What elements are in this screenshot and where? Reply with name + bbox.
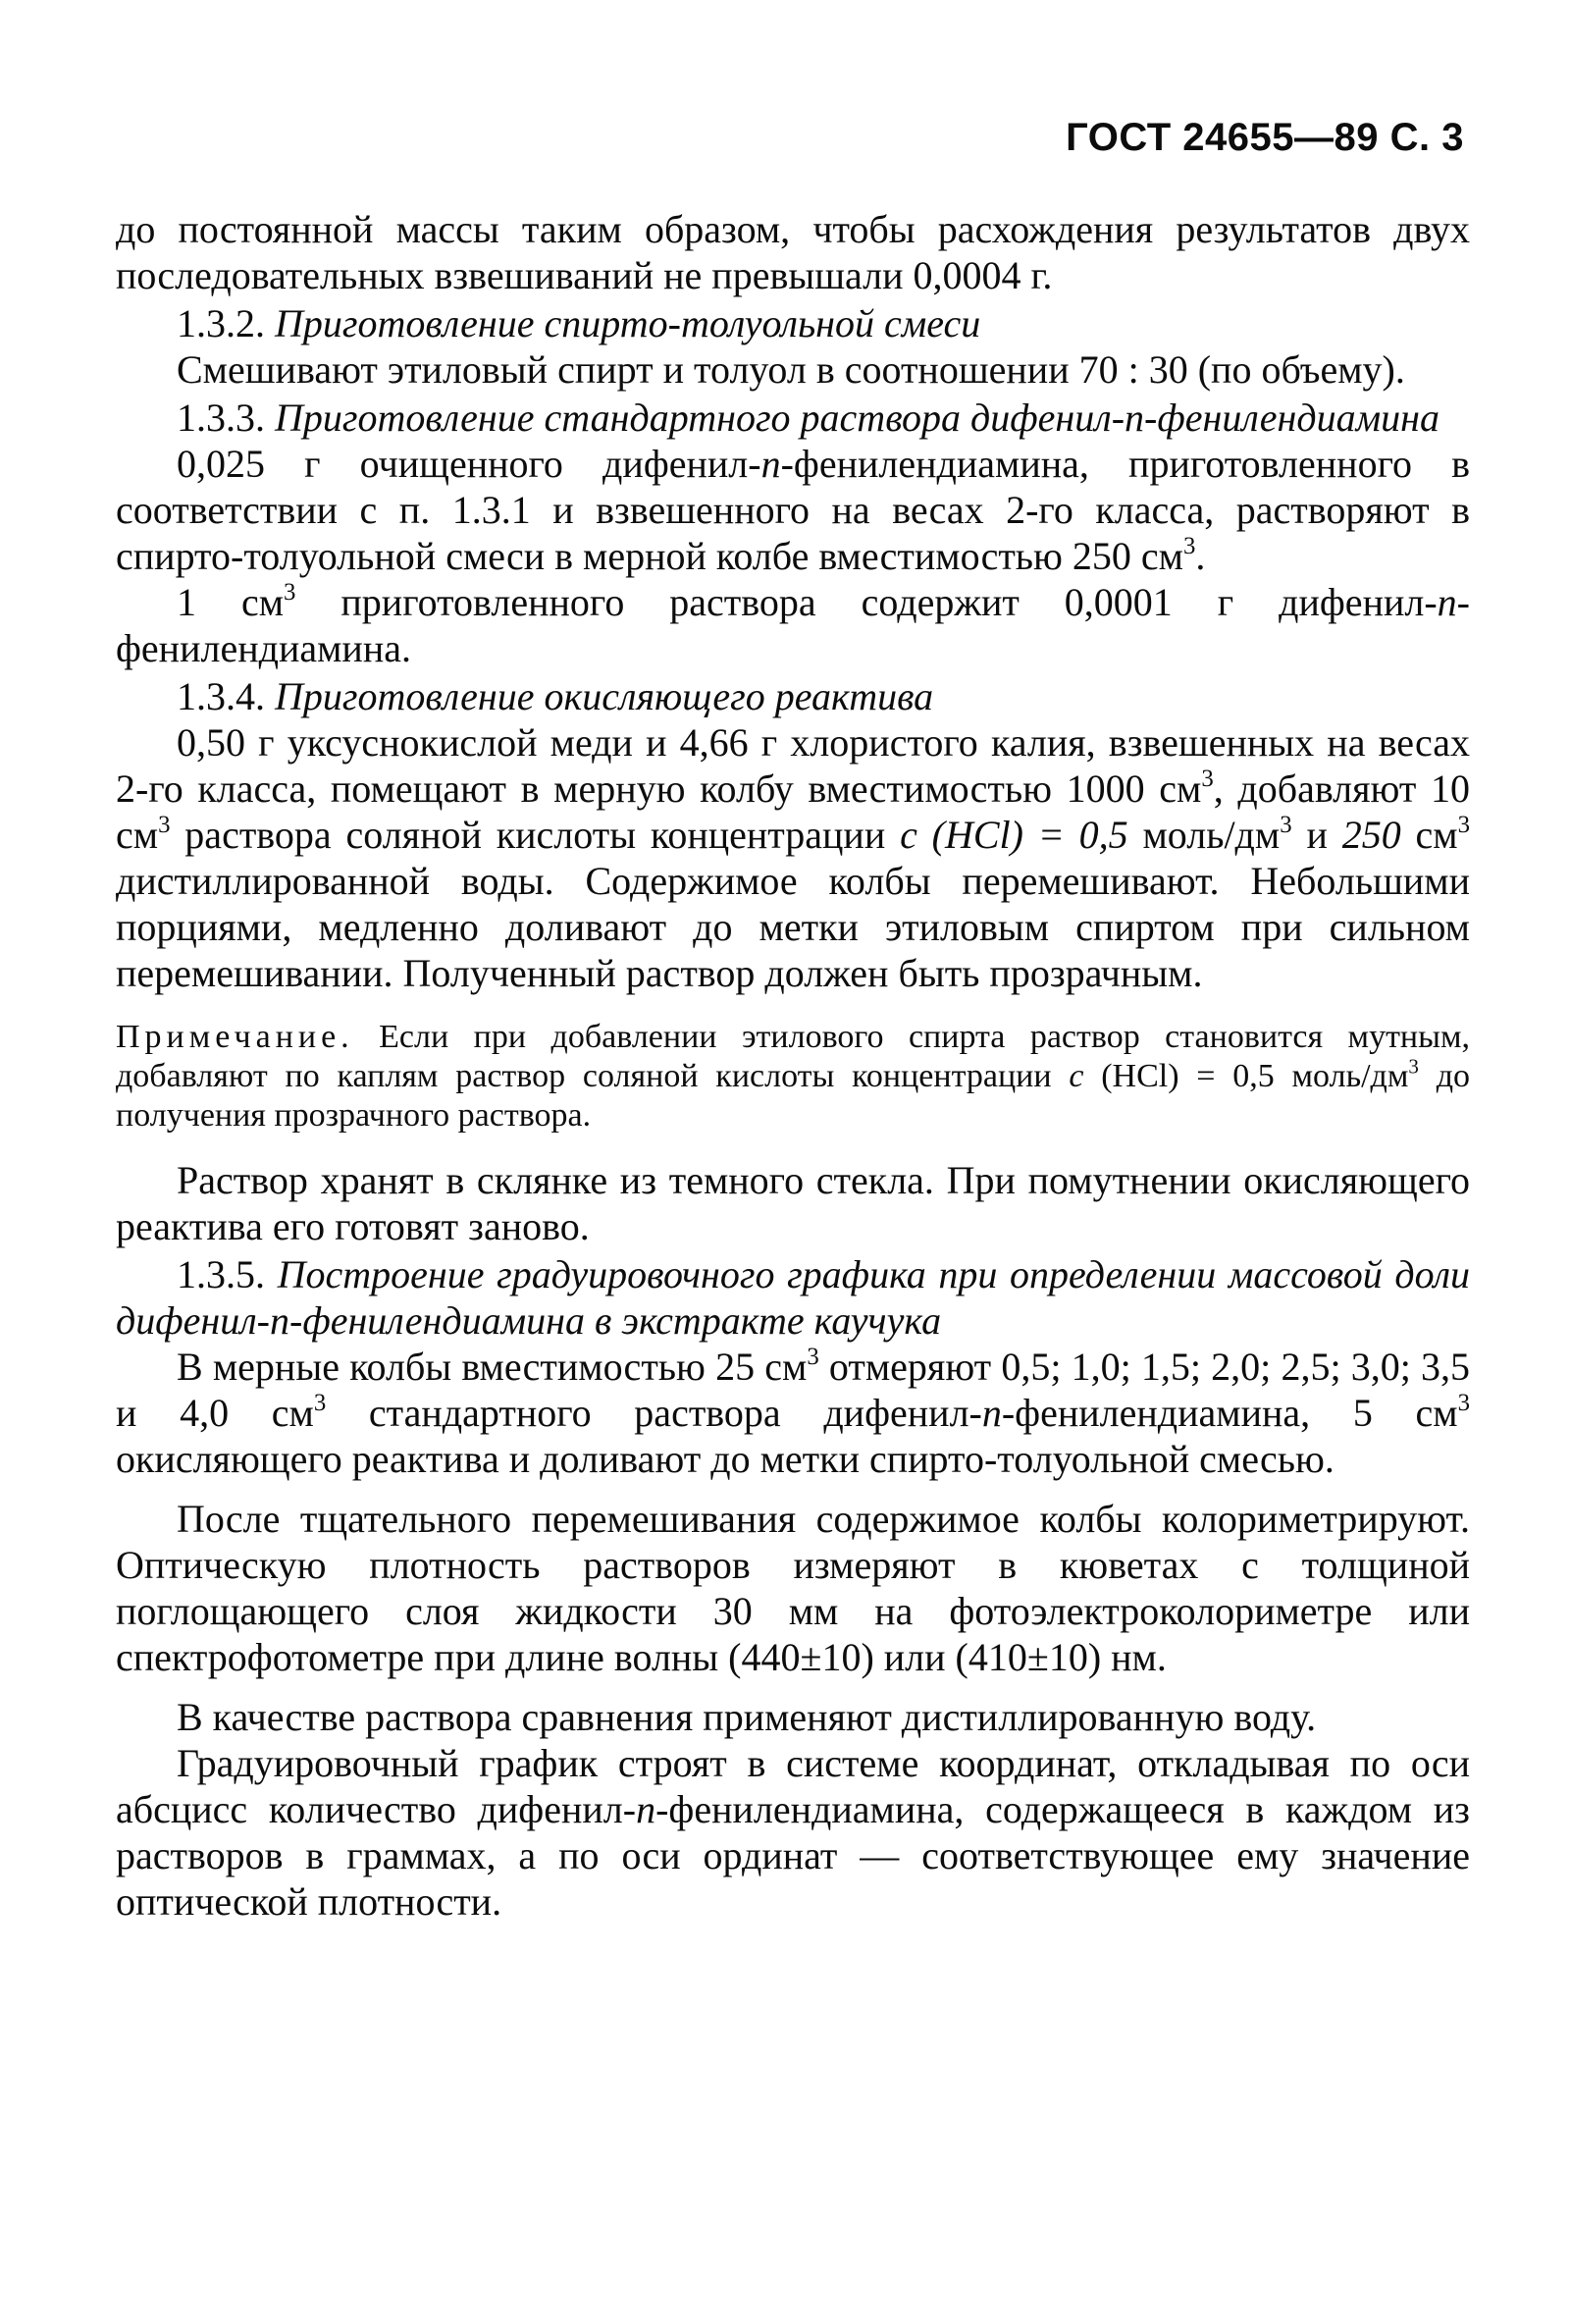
- text-fragment: -фенилендиамина.: [116, 580, 1470, 670]
- note-paragraph: [116, 1018, 1470, 1136]
- section-title: Приготовление спирто-толуольной смеси: [275, 301, 981, 345]
- text-fragment: раствора соляной кислоты концентрации: [170, 813, 901, 857]
- superscript: 3: [158, 811, 171, 838]
- section-1-3-5-text: [116, 1344, 1470, 1482]
- superscript: 3: [1457, 811, 1470, 838]
- paragraph-continuation: до постоянной массы таким образом, чтобы расхождения результатов двух последовательных взвешиваний не превышали 0,0004 г.: [116, 207, 1470, 297]
- section-1-3-5-heading: [116, 1251, 1470, 1344]
- section-1-3-2-heading: [116, 300, 1470, 346]
- text-fragment: дистиллированной воды. Содержимое колбы перемешивают. Небольшими порциями, медленно доливают до метки этиловым спиртом при сильном перемешивании. Полученный раствор должен быть прозрачным.: [116, 859, 1470, 995]
- section-title: Приготовление стандартного раствора дифенил-п-фенилендиамина: [275, 396, 1439, 440]
- section-1-3-2-text: Смешивают этиловый спирт и толуол в соотношении 70 : 30 (по объему).: [177, 347, 1405, 392]
- section-number: 1.3.5.: [177, 1252, 265, 1296]
- text-fragment: п: [636, 1787, 656, 1831]
- text-fragment: с: [1069, 1058, 1084, 1094]
- text-fragment: -фенилендиамина, содержащееся в каждом из растворов в граммах, а по оси ординат — соответствующее ему значение оптической плотности.: [116, 1787, 1470, 1924]
- text-fragment: см: [1400, 813, 1458, 857]
- text-fragment: 250: [1341, 813, 1401, 857]
- section-title: Построение градуировочного графика при определении массовой доли дифенил-п-фенилендиамина в экстракте каучука: [116, 1252, 1471, 1343]
- text-fragment: Градуировочный график строят в системе координат, откладывая по оси абсцисс количество дифенил-: [116, 1741, 1470, 1831]
- text-fragment: и: [1291, 813, 1342, 857]
- storage-paragraph: Раствор хранят в склянке из темного стекла. При помутнении окисляющего реактива его готовят заново.: [116, 1158, 1470, 1248]
- superscript: 3: [1280, 811, 1292, 838]
- superscript: 3: [284, 578, 296, 606]
- section-title: Приготовление окисляющего реактива: [275, 674, 934, 718]
- section-1-3-3-text-2: [116, 579, 1470, 671]
- superscript: 3: [313, 1389, 327, 1416]
- text-fragment: отмеряют 0,5; 1,0; 1,5; 2,0; 2,5; 3,0; 3,5 и 4,0 см: [116, 1345, 1471, 1435]
- text-fragment: п: [1437, 580, 1457, 624]
- text-fragment: приготовленного раствора содержит 0,0001 г дифенил-: [295, 580, 1438, 624]
- text-fragment: .: [1195, 534, 1206, 578]
- text-fragment: моль/дм: [1127, 813, 1281, 857]
- section-1-3-3-heading: [116, 395, 1470, 441]
- text-fragment: 0,025 г очищенного дифенил-: [177, 442, 761, 486]
- text-fragment: стандартного раствора дифенил-: [326, 1391, 982, 1435]
- superscript: 3: [1201, 765, 1214, 792]
- page-header: ГОСТ 24655—89 С. 3: [1066, 116, 1464, 159]
- text-fragment: В мерные колбы вместимостью 25 см: [177, 1345, 808, 1389]
- text-fragment: 0,50 г уксуснокислой меди и 4,66 г хлористого калия, взвешенных на весах 2-го класса, помещают в мерную колбу вместимостью 1000 см: [116, 720, 1470, 811]
- section-1-3-4-text: [116, 719, 1470, 996]
- page-content: [116, 206, 1470, 1925]
- text-fragment: (HCl) = 0,5 моль/дм: [1083, 1058, 1409, 1094]
- reference-paragraph: В качестве раствора сравнения применяют дистиллированную воду.: [177, 1695, 1317, 1739]
- superscript: 3: [807, 1343, 819, 1370]
- text-fragment: -фенилендиамина, 5 см: [1001, 1391, 1458, 1435]
- section-number: 1.3.2.: [177, 301, 265, 345]
- text-fragment: , добавляют 10 см: [116, 766, 1471, 857]
- section-1-3-3-text: [116, 441, 1470, 579]
- superscript: 3: [1457, 1389, 1470, 1416]
- text-fragment: окисляющего реактива и доливают до метки спирто-толуольной смесью.: [116, 1437, 1334, 1481]
- section-number: 1.3.4.: [177, 674, 265, 718]
- note-label: Примечание.: [116, 1019, 354, 1055]
- section-number: 1.3.3.: [177, 396, 265, 440]
- text-fragment: -фенилендиамина, приготовленного в соответствии с п. 1.3.1 и взвешенного на весах 2-го класса, растворяют в спирто-толуольной смеси в мерной колбе вместимостью 250 см: [116, 442, 1470, 578]
- text-fragment: п: [981, 1391, 1002, 1435]
- text-fragment: п: [760, 442, 781, 486]
- text-fragment: до получения прозрачного раствора.: [116, 1058, 1470, 1134]
- section-1-3-4-heading: [116, 673, 1470, 719]
- text-fragment: с (HCl) = 0,5: [900, 813, 1128, 857]
- graph-paragraph: [116, 1740, 1470, 1925]
- text-fragment: Если при добавлении этилового спирта раствор становится мутным, добавляют по каплям раствор соляной кислоты концентрации: [116, 1019, 1470, 1094]
- text-fragment: 1 см: [177, 580, 285, 624]
- colorimetry-paragraph: После тщательного перемешивания содержимое колбы колориметрируют. Оптическую плотность растворов измеряют в кюветах с толщиной поглощающего слоя жидкости 30 мм на фотоэлектроколориметре или спектрофотометре при длине волны (440±10) или (410±10) нм.: [116, 1497, 1470, 1679]
- superscript: 3: [1408, 1054, 1419, 1079]
- superscript: 3: [1183, 532, 1196, 559]
